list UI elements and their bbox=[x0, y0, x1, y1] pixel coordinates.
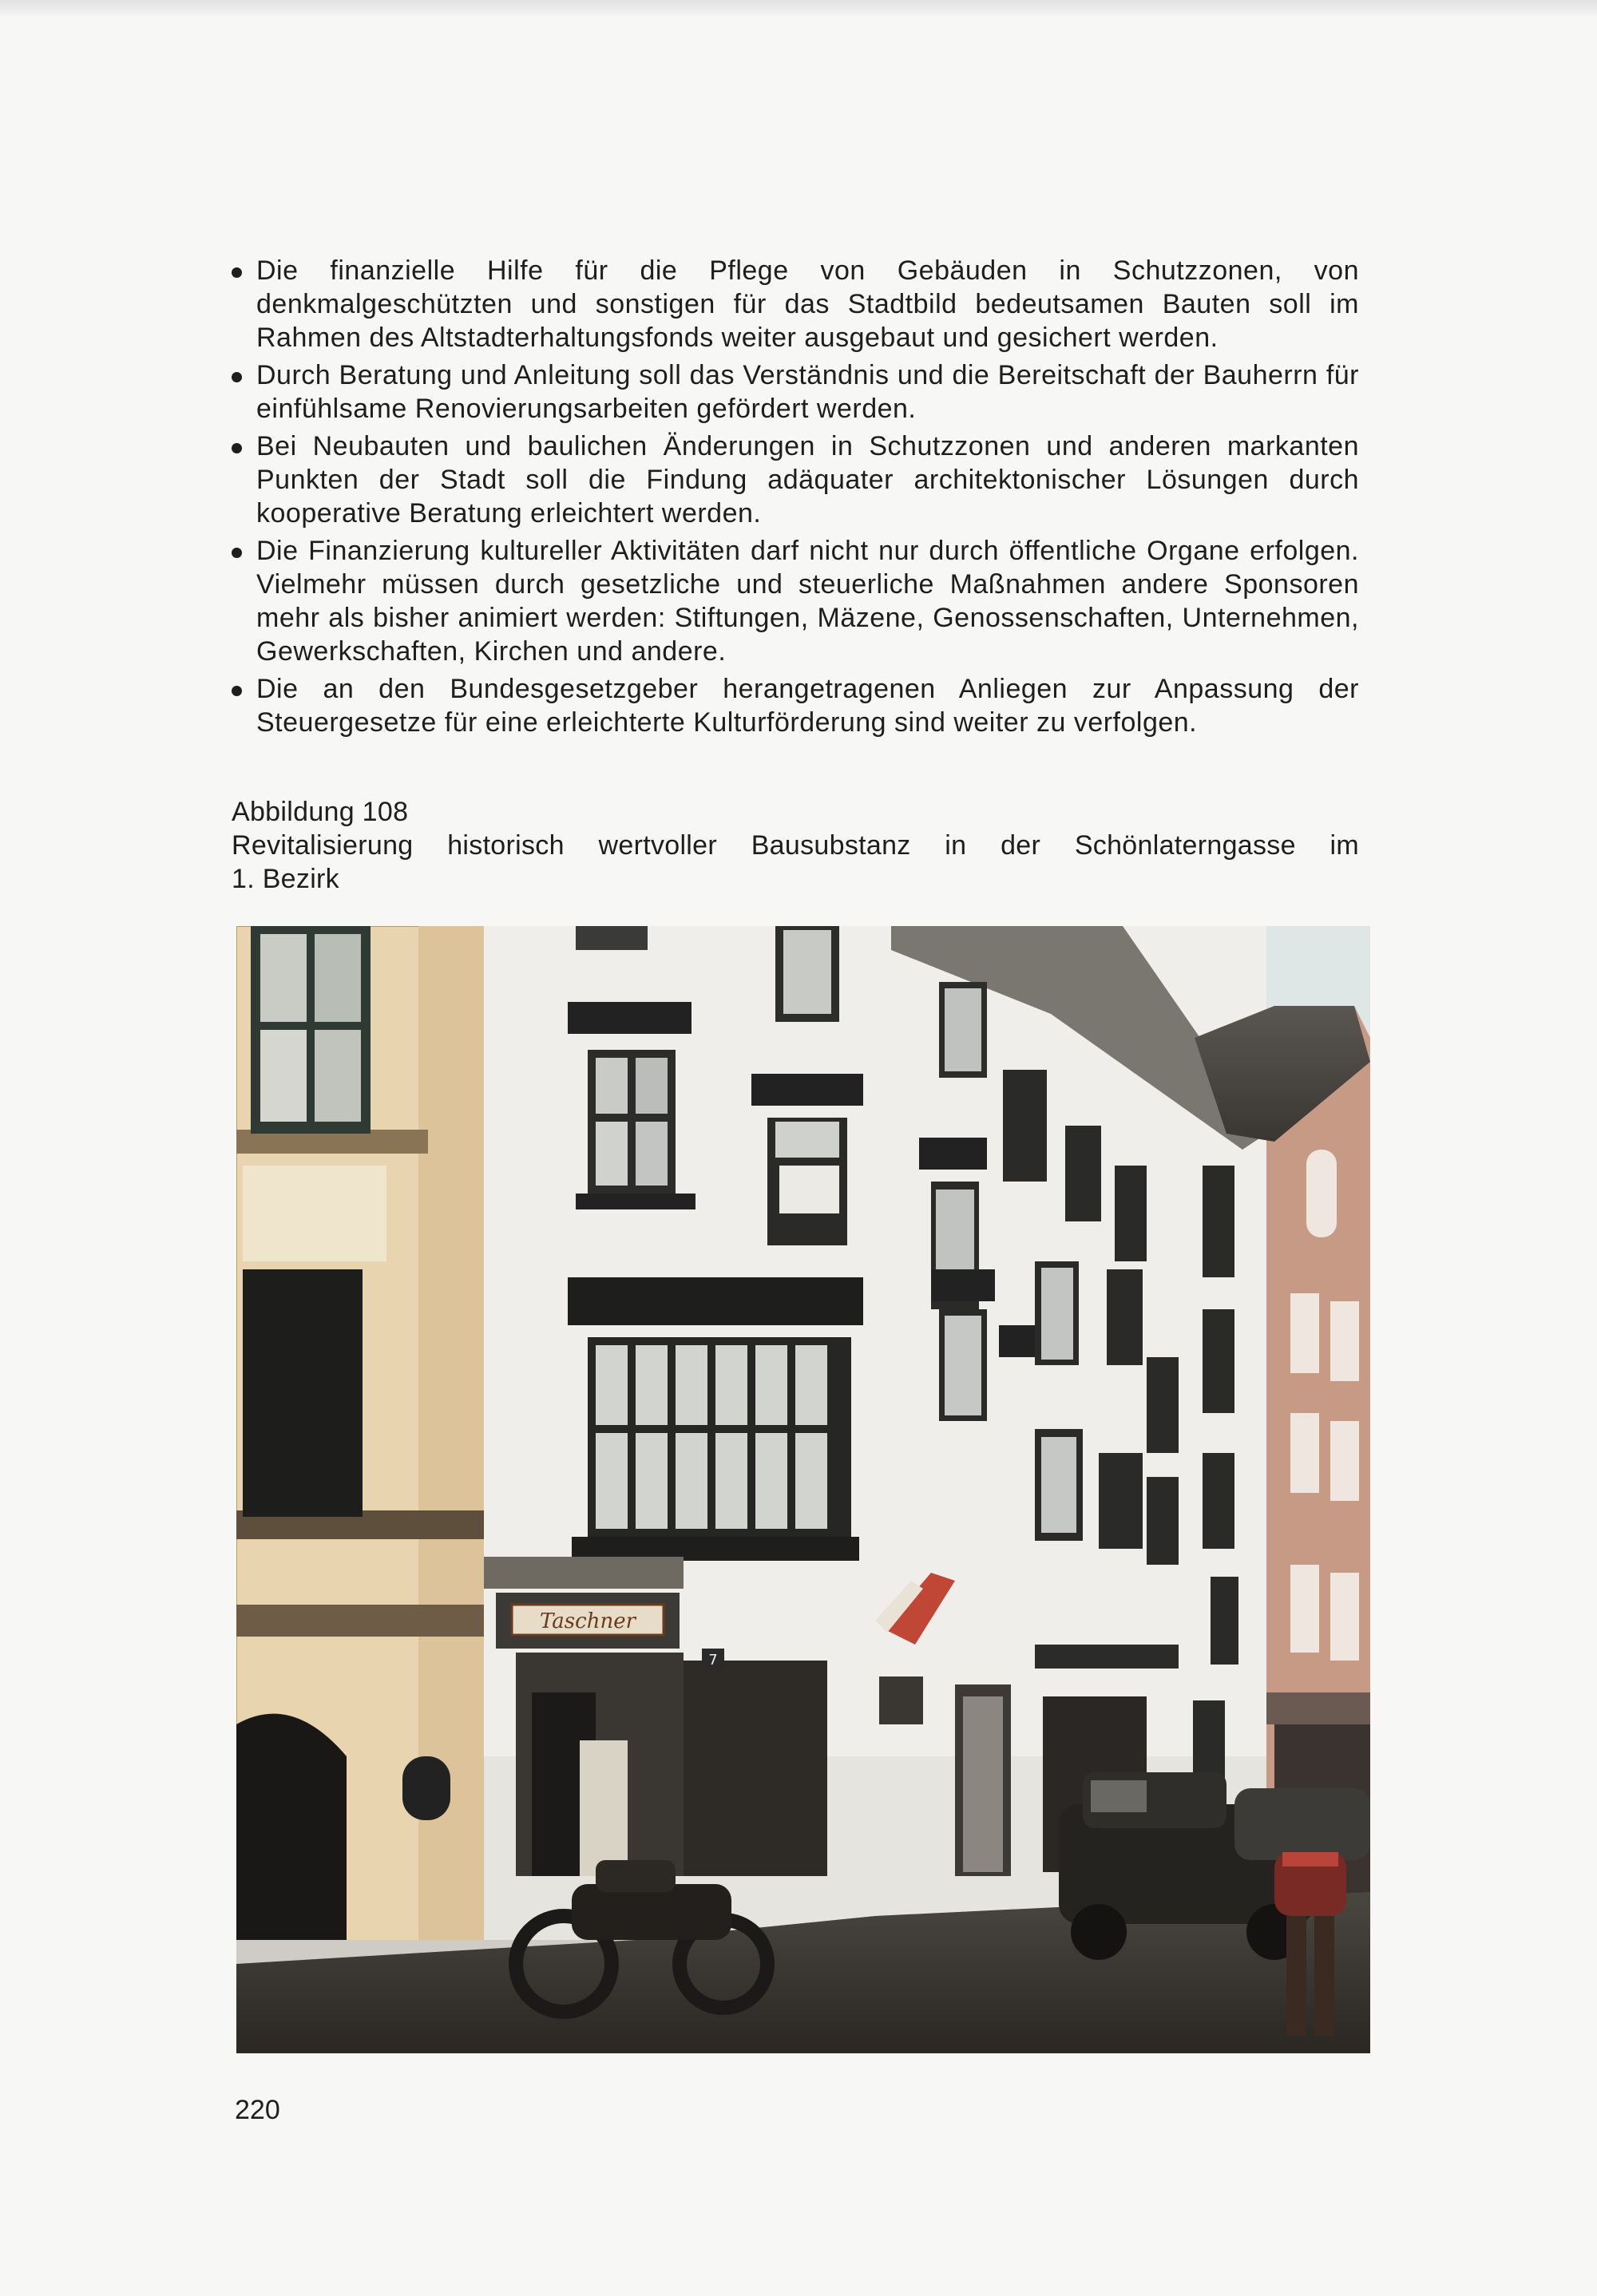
street-photo bbox=[236, 926, 1370, 2053]
house-number-text: 7 bbox=[708, 1652, 718, 1669]
bullet-text: Durch Beratung und Anleitung soll das Verständnis und die Bereitschaft der Bauherrn für einfühlsame Renovierungsarbeiten gefördert werden. bbox=[256, 360, 1359, 424]
figure-label: Abbildung 108 bbox=[232, 797, 409, 827]
bullet-text: Die Finanzierung kultureller Aktivitäten darf nicht nur durch öffentliche Organe erfolgen. Vielmehr müssen durch gesetzliche und steuerliche Maßnahmen andere Sponsoren mehr als bisher animiert werden: Stiftungen, Mäzene, Genossenschaften, Unternehmen, Gewerkschaften, Kirchen und andere. bbox=[256, 536, 1359, 667]
bullet-item bbox=[230, 430, 1359, 530]
bullet-dot-icon bbox=[232, 548, 242, 558]
bullet-text: Die an den Bundesgesetzgeber herangetragenen Anliegen zur Anpassung der Steuergesetze für eine erleichterte Kulturförderung sind weiter zu verfolgen. bbox=[256, 674, 1359, 738]
bullet-text: Bei Neubauten und baulichen Änderungen in Schutzzonen und anderen markanten Punkten der Stadt soll die Findung adäquater architektonischer Lösungen durch kooperative Beratung erleichtert werden. bbox=[256, 431, 1359, 528]
figure-caption bbox=[232, 795, 1359, 896]
bullet-item bbox=[230, 358, 1359, 426]
left-building bbox=[236, 926, 484, 1956]
bullet-dot-icon bbox=[232, 267, 242, 278]
figure-caption-title: Revitalisierung historisch wertvoller Bausubstanz in der Schönlaterngasse im bbox=[232, 830, 1359, 861]
bullet-dot-icon bbox=[232, 443, 242, 453]
bullet-item bbox=[230, 254, 1359, 354]
bullet-dot-icon bbox=[232, 686, 242, 696]
bullet-item bbox=[230, 672, 1359, 739]
bullet-text: Die finanzielle Hilfe für die Pflege von Gebäuden in Schutzzonen, von denkmalgeschützten und sonstigen für das Stadtbild bedeutsamen Bauten soll im Rahmen des Altstadterhaltungsfonds weiter ausgebaut und gesichert werden. bbox=[256, 255, 1359, 353]
bullet-list bbox=[230, 254, 1359, 743]
figure-caption-continuation: 1. Bezirk bbox=[232, 864, 339, 894]
bullet-dot-icon bbox=[232, 372, 242, 382]
bullet-item bbox=[230, 534, 1359, 668]
page-number: 220 bbox=[235, 2095, 280, 2125]
shop-sign-text: Taschner bbox=[539, 1609, 636, 1633]
scan-edge bbox=[0, 0, 1597, 16]
